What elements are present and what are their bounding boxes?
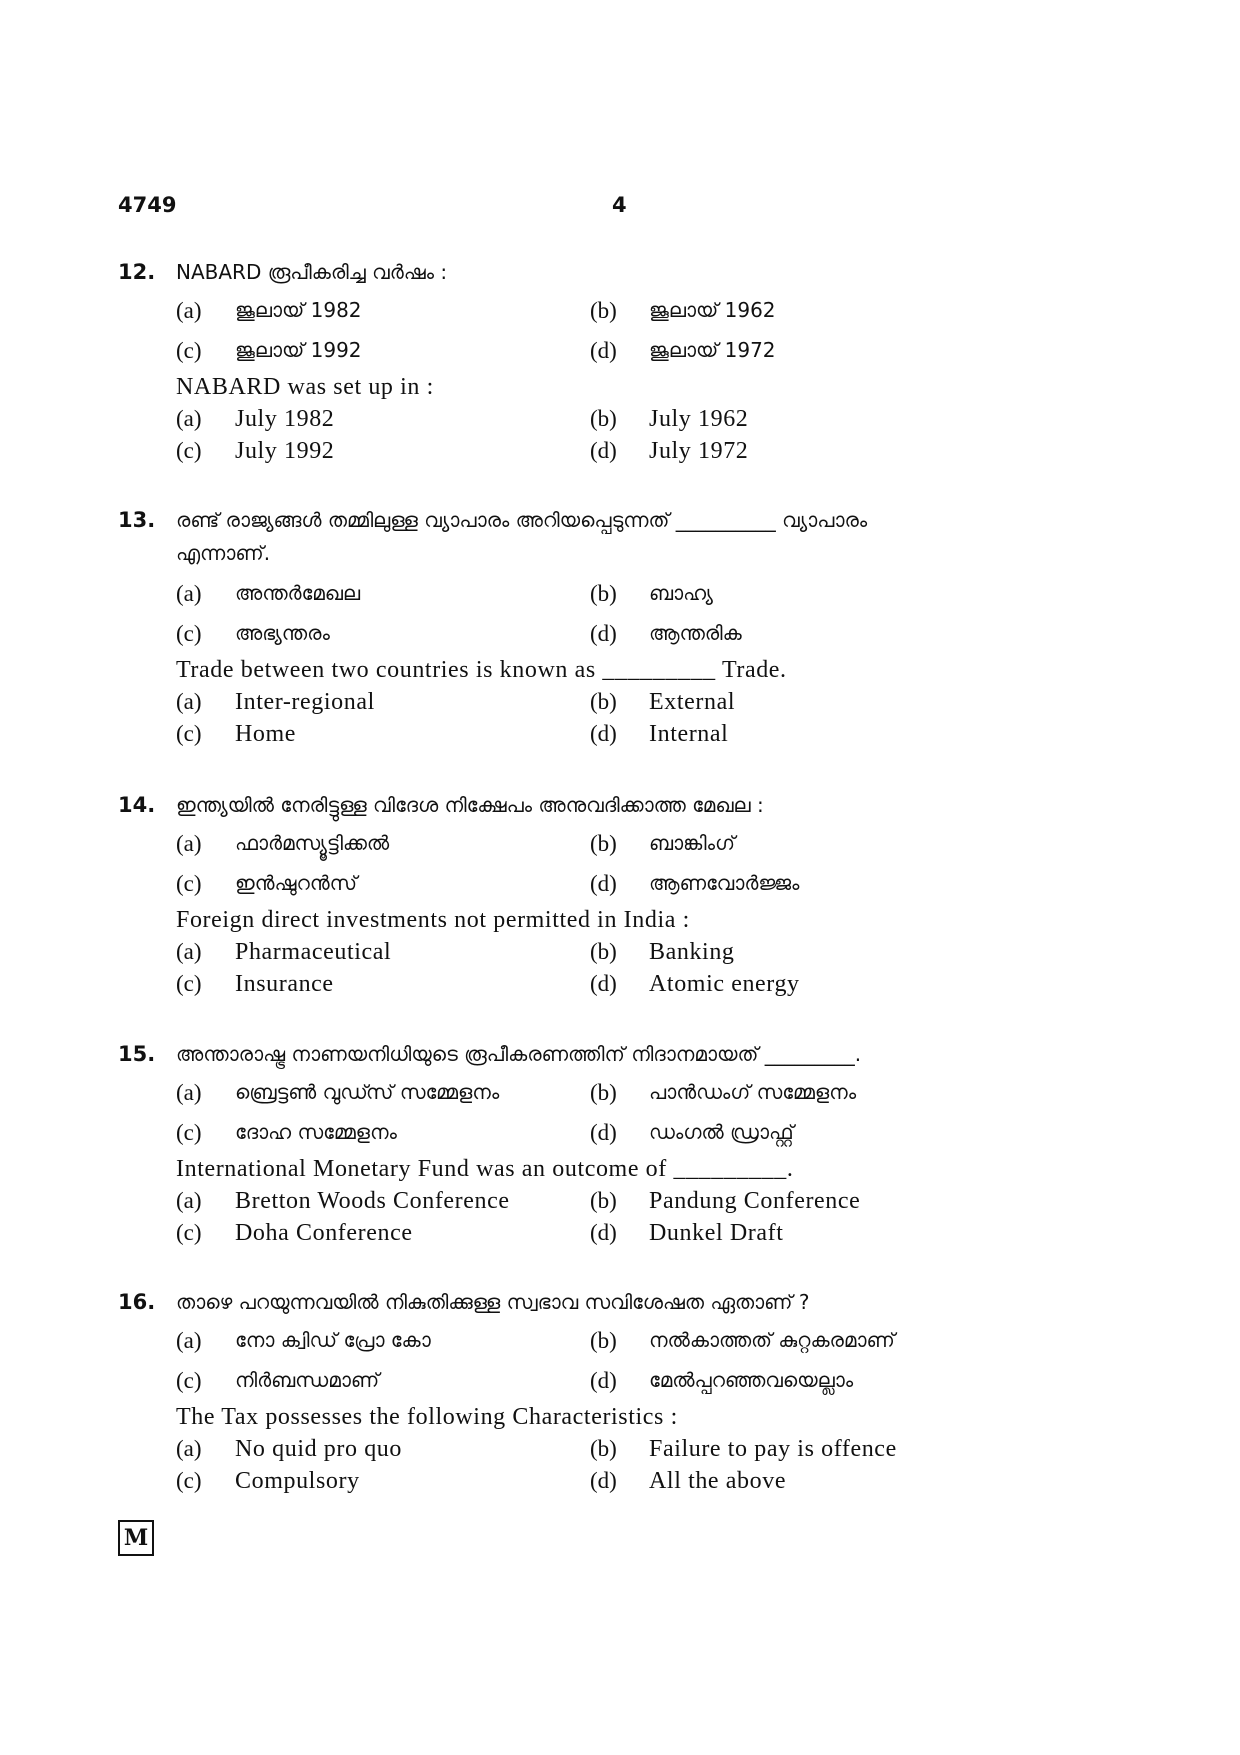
option-text: ദോഹ സമ്മേളനം <box>235 1120 397 1144</box>
option-text: Doha Conference <box>235 1220 413 1246</box>
en-options-row-1 <box>176 1188 1076 1218</box>
option-text: ഇൻഷുറൻസ് <box>235 871 358 895</box>
option-label: (d) <box>590 438 617 463</box>
option-label: (c) <box>176 721 202 746</box>
option-text: പാൻഡംഗ് സമ്മേളനം <box>649 1080 857 1104</box>
question-text-english: Foreign direct investments not permitted in India : <box>176 907 690 933</box>
ml-options-row-2 <box>176 338 1076 368</box>
option-text: Inter-regional <box>235 689 375 715</box>
option-text: Atomic energy <box>649 971 800 997</box>
question-text-english: International Monetary Fund was an outcome of _________. <box>176 1156 794 1182</box>
option-text: Compulsory <box>235 1468 360 1494</box>
option-label: (b) <box>590 1188 617 1213</box>
option-label: (b) <box>590 831 617 856</box>
en-options-row-2 <box>176 1220 1076 1250</box>
en-options-row-1 <box>176 1436 1076 1466</box>
option-label: (a) <box>176 689 202 714</box>
ml-options-row-2 <box>176 871 1076 901</box>
option-label: (c) <box>176 1468 202 1493</box>
option-label: (d) <box>590 871 617 896</box>
option-text: ജൂലായ് 1982 <box>235 298 362 322</box>
question-text-malayalam-cont: എന്നാണ്. <box>176 541 271 565</box>
option-text: ആന്തരിക <box>649 621 742 645</box>
option-label: (b) <box>590 689 617 714</box>
page-number: 4 <box>612 193 627 217</box>
option-label: (c) <box>176 971 202 996</box>
option-label: (b) <box>590 581 617 606</box>
ml-options-row-2 <box>176 1120 1076 1150</box>
ml-options-row-2 <box>176 1368 1076 1398</box>
question-number: 12. <box>118 260 156 284</box>
option-label: (a) <box>176 1188 202 1213</box>
page-header <box>118 193 1118 223</box>
option-text: Banking <box>649 939 735 965</box>
option-label: (a) <box>176 1328 202 1353</box>
en-options-row-2 <box>176 438 1076 468</box>
option-text: ജൂലായ് 1972 <box>649 338 776 362</box>
option-text: Insurance <box>235 971 334 997</box>
option-text: All the above <box>649 1468 787 1494</box>
option-text: July 1972 <box>649 438 749 464</box>
question-number: 14. <box>118 793 156 817</box>
option-label: (d) <box>590 971 617 996</box>
option-label: (c) <box>176 438 202 463</box>
option-label: (c) <box>176 871 202 896</box>
option-label: (d) <box>590 1120 617 1145</box>
option-text: ജൂലായ് 1962 <box>649 298 776 322</box>
option-label: (c) <box>176 1368 202 1393</box>
option-text: നിർബന്ധമാണ് <box>235 1368 380 1392</box>
question-text-malayalam: ഇന്ത്യയിൽ നേരിട്ടുള്ള വിദേശ നിക്ഷേപം അനുവദിക്കാത്ത മേഖല : <box>176 793 764 817</box>
option-text: അന്തർമേഖല <box>235 581 361 605</box>
option-label: (d) <box>590 621 617 646</box>
option-text: Pharmaceutical <box>235 939 392 965</box>
option-label: (a) <box>176 406 202 431</box>
option-label: (a) <box>176 298 202 323</box>
option-label: (a) <box>176 1080 202 1105</box>
ml-options-row-1 <box>176 831 1076 861</box>
option-label: (a) <box>176 1436 202 1461</box>
en-options-row-2 <box>176 1468 1076 1498</box>
en-options-row-2 <box>176 721 1076 751</box>
option-label: (b) <box>590 298 617 323</box>
option-label: (b) <box>590 1436 617 1461</box>
en-options-row-1 <box>176 939 1076 969</box>
ml-options-row-2 <box>176 621 1076 651</box>
option-text: ആണവോർജ്ജം <box>649 871 800 895</box>
option-label: (b) <box>590 406 617 431</box>
question-text-malayalam: താഴെ പറയുന്നവയിൽ നികുതിക്കുള്ള സ്വഭാവ സവിശേഷത ഏതാണ് ? <box>176 1290 810 1314</box>
option-label: (d) <box>590 1468 617 1493</box>
option-text: ഫാർമസ്യൂട്ടിക്കൽ <box>235 831 390 855</box>
option-label: (c) <box>176 1120 202 1145</box>
ml-options-row-1 <box>176 1080 1076 1110</box>
option-text: ബാഹ്യ <box>649 581 713 605</box>
en-options-row-1 <box>176 689 1076 719</box>
option-text: Dunkel Draft <box>649 1220 784 1246</box>
paper-code: 4749 <box>118 193 177 217</box>
option-text: Failure to pay is offence <box>649 1436 897 1462</box>
option-label: (a) <box>176 939 202 964</box>
ml-options-row-1 <box>176 298 1076 328</box>
option-label: (a) <box>176 831 202 856</box>
option-text: Bretton Woods Conference <box>235 1188 510 1214</box>
option-label: (d) <box>590 1368 617 1393</box>
question-text-malayalam: അന്താരാഷ്ട്ര നാണയനിധിയുടെ രൂപീകരണത്തിന് നിദാനമായത് _________. <box>176 1042 862 1066</box>
option-text: Home <box>235 721 297 747</box>
question-text-english: NABARD was set up in : <box>176 374 434 400</box>
option-label: (b) <box>590 939 617 964</box>
option-label: (d) <box>590 721 617 746</box>
option-text: No quid pro quo <box>235 1436 402 1462</box>
option-text: July 1982 <box>235 406 335 432</box>
question-number: 16. <box>118 1290 156 1314</box>
option-text: നോ ക്വിഡ് പ്രോ കോ <box>235 1328 431 1352</box>
en-options-row-2 <box>176 971 1076 1001</box>
option-text: മേൽപ്പറഞ്ഞവയെല്ലാം <box>649 1368 854 1392</box>
option-text: നൽകാത്തത് കുറ്റകരമാണ് <box>649 1328 895 1352</box>
option-text: ബാങ്കിംഗ് <box>649 831 735 855</box>
question-text-malayalam: രണ്ട് രാജ്യങ്ങൾ തമ്മിലുള്ള വ്യാപാരം അറിയപ്പെടുന്നത് __________ വ്യാപാരം <box>176 508 868 532</box>
question-number: 13. <box>118 508 156 532</box>
question-text-english: The Tax possesses the following Characteristics : <box>176 1404 678 1430</box>
option-text: ജൂലായ് 1992 <box>235 338 362 362</box>
option-label: (b) <box>590 1080 617 1105</box>
ml-options-row-1 <box>176 581 1076 611</box>
ml-options-row-1 <box>176 1328 1076 1358</box>
option-text: Internal <box>649 721 729 747</box>
option-text: ബ്രെട്ടൺ വുഡ്സ് സമ്മേളനം <box>235 1080 500 1104</box>
option-label: (d) <box>590 338 617 363</box>
option-text: July 1962 <box>649 406 749 432</box>
option-label: (d) <box>590 1220 617 1245</box>
en-options-row-1 <box>176 406 1076 436</box>
option-text: July 1992 <box>235 438 335 464</box>
option-text: അഭ്യന്തരം <box>235 621 330 645</box>
question-text-english: Trade between two countries is known as _________ Trade. <box>176 657 787 683</box>
question-text-malayalam: NABARD രൂപീകരിച്ച വർഷം : <box>176 260 448 284</box>
option-text: External <box>649 689 736 715</box>
medium-mark-box: M <box>118 1520 154 1556</box>
option-label: (c) <box>176 338 202 363</box>
question-number: 15. <box>118 1042 156 1066</box>
option-label: (c) <box>176 1220 202 1245</box>
option-label: (c) <box>176 621 202 646</box>
option-text: ഡംഗൽ ഡ്രാഫ്റ്റ് <box>649 1120 794 1144</box>
option-label: (a) <box>176 581 202 606</box>
option-text: Pandung Conference <box>649 1188 861 1214</box>
option-label: (b) <box>590 1328 617 1353</box>
